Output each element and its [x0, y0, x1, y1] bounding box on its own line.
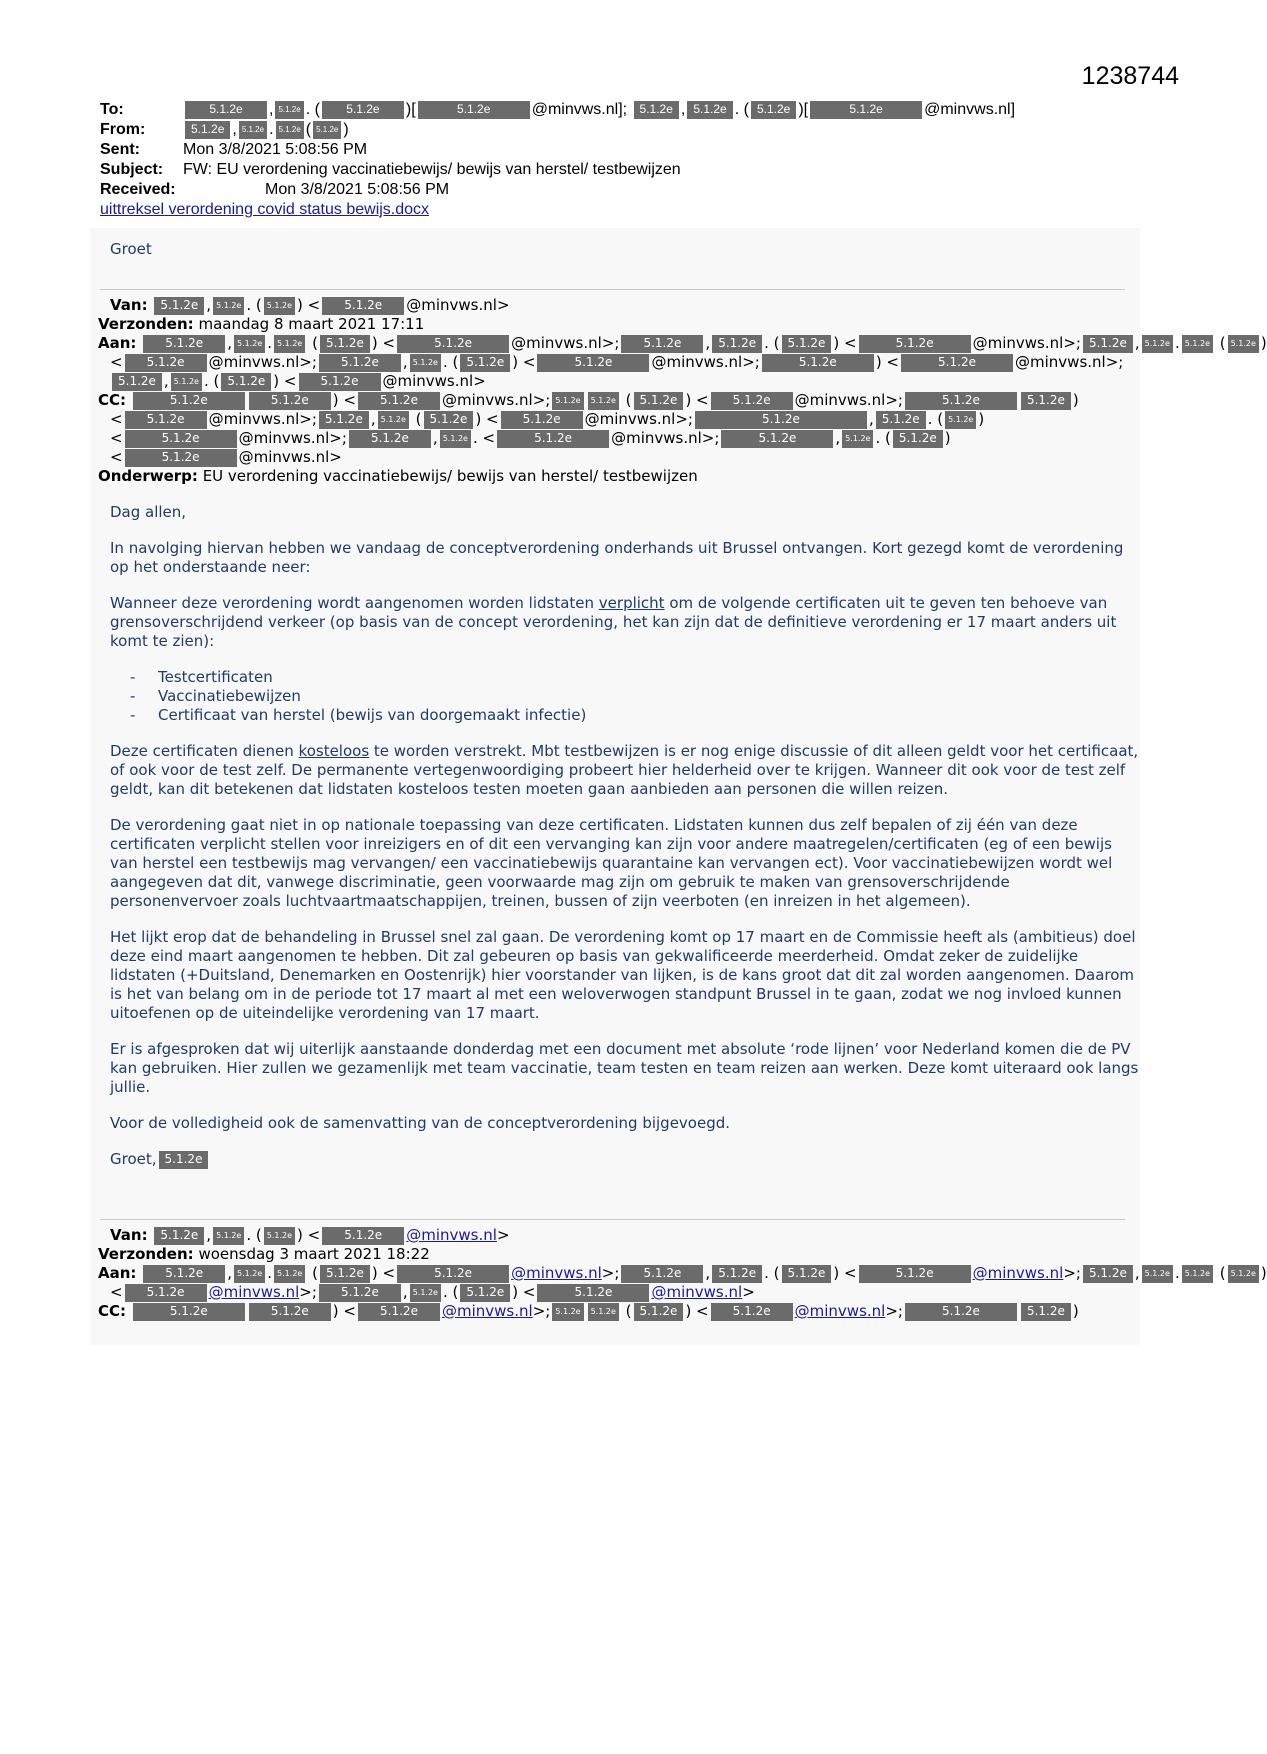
redaction: 5.1.2e	[319, 411, 369, 429]
redaction: 5.1.2e	[349, 430, 431, 448]
email-body	[90, 228, 1267, 1345]
msg2-aan: Aan: 5.1.2e , 5.1.2e . 5.1.2e ( 5.1.2e ) < 5.1.2e @minvws.nl>; 5.1.2e , 5.1.2e . ( 5.1.2e ) < 5.1.2e @minvws.nl>; 5.1.2e , 5.1.2e . 5.1.2e ( 5.1.2e )	[98, 1264, 1267, 1282]
received-row	[100, 180, 1015, 200]
redaction: 5.1.2e	[695, 411, 867, 429]
paragraph-6: Er is afgesproken dat wij uiterlijk aanstaande donderdag met een document met absolute ‘rode lijnen’ voor Nederland komen die de PV kan gebruiken. Hier zullen we gezamenlijk met team vaccinatie, team testen en team reizen aan werken. Deze komt uiteraard ook langs jullie.	[110, 1040, 1139, 1096]
redaction: 5.1.2e	[133, 392, 245, 410]
msg2-verzonden	[90, 1245, 1140, 1264]
redaction: 5.1.2e	[859, 335, 971, 353]
redaction: 5.1.2e	[397, 1265, 509, 1283]
domain: @minvws.nl	[794, 391, 886, 409]
redaction: 5.1.2e	[876, 411, 926, 429]
verzonden-label: Verzonden:	[98, 315, 194, 333]
redaction: 5.1.2e	[1228, 1265, 1259, 1283]
domain: @minvws.nl	[972, 334, 1064, 352]
redaction: 5.1.2e	[1083, 1265, 1133, 1283]
redaction: 5.1.2e	[945, 411, 976, 429]
redaction: 5.1.2e	[143, 335, 225, 353]
redaction: 5.1.2e	[588, 392, 619, 410]
redaction: 5.1.2e	[358, 1303, 440, 1321]
msg1-aan: Aan: 5.1.2e , 5.1.2e . 5.1.2e ( 5.1.2e ) < 5.1.2e @minvws.nl>; 5.1.2e , 5.1.2e . ( 5.1.2e ) < 5.1.2e @minvws.nl>; 5.1.2e , 5.1.2e . 5.1.2e ( 5.1.2e )	[98, 334, 1267, 352]
received-value: Mon 3/8/2021 5:08:56 PM	[265, 181, 450, 198]
redaction: 5.1.2e	[322, 297, 404, 315]
separator	[100, 1219, 1125, 1220]
forward-greeting: Groet	[110, 240, 152, 258]
redaction: 5.1.2e	[497, 430, 609, 448]
aan-label: Aan:	[98, 334, 137, 352]
domain-link[interactable]: @minvws.nl	[651, 1283, 743, 1301]
redaction: 5.1.2e	[552, 1303, 583, 1321]
domain: @minvws.nl	[442, 391, 533, 409]
redaction: 5.1.2e	[537, 354, 649, 372]
redaction: 5.1.2e	[537, 1284, 649, 1302]
redaction: 5.1.2e	[1228, 335, 1259, 353]
redaction: 5.1.2e	[762, 354, 874, 372]
redaction: 5.1.2e	[154, 1227, 204, 1245]
msg2-van: Van: 5.1.2e , 5.1.2e . ( 5.1.2e ) < 5.1.2e @minvws.nl>	[110, 1226, 510, 1244]
redaction: 5.1.2e	[418, 101, 530, 119]
paragraph-7: Voor de volledigheid ook de samenvatting van de conceptverordening bijgevoegd.	[110, 1114, 731, 1132]
redaction: 5.1.2e	[621, 335, 703, 353]
redaction: 5.1.2e	[264, 297, 295, 315]
redaction: 5.1.2e	[410, 1284, 441, 1302]
redaction: 5.1.2e	[320, 1265, 370, 1283]
redaction: 5.1.2e	[125, 354, 207, 372]
redaction: 5.1.2e	[125, 430, 237, 448]
paragraph-5: Het lijkt erop dat de behandeling in Brussel snel zal gaan. De verordening komt op 17 maart en de Commissie heeft als (ambitieus) doel deze eind maart aangenomen te hebben. Dit zal gebeuren op basis van gekwalificeerde meerderheid. Omdat zeker de zuidelijke lidstaten (+Duitsland, Denemarken en Oostenrijk) hier voorstander van lijken, is de kans groot dat dit zal worden aangenomen. Daarom is het van belang om in de periode tot 17 maart al met een weloverwogen standpunt Brussel in te gaan, zodat we nog invloed kunnen uitoefenen op de uiteindelijke verordening van 17 maart.	[110, 928, 1136, 1022]
redaction: 5.1.2e	[313, 121, 341, 139]
to-row: To: 5.1.2e , 5.1.2e . ( 5.1.2e )[ 5.1.2e @minvws.nl ]; 5.1.2e , 5.1.2e . ( 5.1.2e )[ 5.1.2e @minvws.nl ]	[100, 101, 1016, 118]
verzonden-value: maandag 8 maart 2021 17:11	[198, 315, 425, 333]
redaction: 5.1.2e	[264, 1227, 295, 1245]
redaction: 5.1.2e	[213, 1227, 244, 1245]
msg1-cc-cont2: < 5.1.2e @minvws.nl>; 5.1.2e , 5.1.2e . < 5.1.2e @minvws.nl>; 5.1.2e , 5.1.2e . ( 5.1.2e )	[110, 429, 951, 447]
redaction: 5.1.2e	[905, 392, 1017, 410]
redaction: 5.1.2e	[125, 411, 207, 429]
attachment-link[interactable]: uittreksel verordening covid status bewijs.docx	[100, 201, 430, 218]
redaction: 5.1.2e	[221, 373, 271, 391]
redaction: 5.1.2e	[460, 354, 510, 372]
domain-link[interactable]: @minvws.nl	[972, 1264, 1064, 1282]
domain: @minvws.nl	[611, 429, 702, 447]
to-label: To:	[100, 101, 124, 118]
redaction: 5.1.2e	[249, 392, 331, 410]
redaction: 5.1.2e	[782, 1265, 832, 1283]
redaction: 5.1.2e	[397, 335, 509, 353]
redaction: 5.1.2e	[239, 121, 267, 139]
onderwerp-label: Onderwerp:	[98, 467, 198, 485]
redaction: 5.1.2e	[1142, 335, 1173, 353]
subject-row	[100, 160, 1015, 180]
redaction: 5.1.2e	[712, 335, 762, 353]
attachment-row	[100, 200, 1015, 220]
subject-label: Subject:	[100, 161, 164, 178]
redaction: 5.1.2e	[687, 101, 732, 119]
redaction: 5.1.2e	[905, 1303, 1017, 1321]
redaction: 5.1.2e	[842, 430, 873, 448]
msg1-aan-cont2: 5.1.2e , 5.1.2e . ( 5.1.2e ) < 5.1.2e @minvws.nl>	[90, 372, 1140, 391]
paragraph-4: De verordening gaat niet in op nationale toepassing van deze certificaten. Lidstaten kunnen dus zelf bepalen of zij één van deze certificaten verplicht stellen voor inreizigers en of dit een vervanging kan zijn voor andere maatregelen/certificaten (eg of een bewijs van herstel een testbewijs mag vervangen/ een vaccinatiebewijs quarantaine kan vervangen ect). Voor vaccinatiebewijzen wordt wel aangegeven dat dit, vanwege discriminatie, geen voorwaarde mag zijn om gebruik te maken van grensoverschrijdende personenvervoer zoals luchtvaartmaatschappijen, treinen, bussen of zijn veerboten (en inreizen in het algemeen).	[110, 816, 1113, 910]
redaction: 5.1.2e	[319, 1284, 401, 1302]
redaction: 5.1.2e	[274, 1265, 305, 1283]
redaction: 5.1.2e	[234, 1265, 265, 1283]
redaction: 5.1.2e	[1142, 1265, 1173, 1283]
redaction: 5.1.2e	[275, 101, 303, 119]
from-row: From: 5.1.2e , 5.1.2e . 5.1.2e ( 5.1.2e )	[100, 121, 349, 138]
msg1-verzonden	[90, 315, 1140, 334]
redaction: 5.1.2e	[185, 101, 267, 119]
redaction: 5.1.2e	[782, 335, 832, 353]
redaction: 5.1.2e	[143, 1265, 225, 1283]
domain-link[interactable]: @minvws.nl	[406, 1226, 497, 1244]
redaction: 5.1.2e	[322, 101, 404, 119]
list-item: - Testcertificaten	[130, 668, 1140, 687]
verzonden-label: Verzonden:	[98, 1245, 194, 1263]
redaction: 5.1.2e	[901, 354, 1013, 372]
redaction: 5.1.2e	[552, 392, 583, 410]
redaction: 5.1.2e	[154, 297, 204, 315]
redaction: 5.1.2e	[125, 449, 237, 467]
redaction: 5.1.2e	[721, 430, 833, 448]
redaction: 5.1.2e	[1182, 1265, 1213, 1283]
msg1-cc-cont1: < 5.1.2e @minvws.nl>; 5.1.2e , 5.1.2e ( 5.1.2e ) < 5.1.2e @minvws.nl>; 5.1.2e , 5.1.2e . ( 5.1.2e )	[110, 410, 985, 428]
domain: @minvws.nl	[382, 372, 474, 390]
msg1-onderwerp	[90, 467, 1140, 486]
redaction: 5.1.2e	[213, 297, 244, 315]
redaction: 5.1.2e	[751, 101, 796, 119]
domain: @minvws.nl	[531, 101, 619, 118]
certificate-list	[90, 668, 1140, 725]
cc-label: CC:	[98, 391, 127, 409]
redaction: 5.1.2e	[125, 1284, 207, 1302]
domain: @minvws.nl	[238, 429, 330, 447]
domain: @minvws.nl	[924, 101, 1011, 118]
redaction: 5.1.2e	[320, 335, 370, 353]
redaction: 5.1.2e	[634, 1303, 684, 1321]
redaction: 5.1.2e	[1083, 335, 1133, 353]
redaction: 5.1.2e	[410, 354, 441, 372]
redaction: 5.1.2e	[171, 373, 202, 391]
msg1-van: Van: 5.1.2e , 5.1.2e . ( 5.1.2e ) < 5.1.2e @minvws.nl>	[110, 296, 510, 314]
redaction: 5.1.2e	[621, 1265, 703, 1283]
salutation: Dag allen,	[110, 503, 187, 521]
domain-link[interactable]: @minvws.nl	[442, 1302, 533, 1320]
redaction: 5.1.2e	[274, 335, 305, 353]
domain: @minvws.nl	[1015, 353, 1106, 371]
paragraph-2: Wanneer deze verordening wordt aangenomen worden lidstaten verplicht om de volgende certificaten uit te geven ten behoeve van grensoverschrijdend verkeer (op basis van de concept verordening, het kan zijn dat de definitieve verordening er 17 maart anders uit komt te zien):	[110, 594, 1117, 650]
domain-link[interactable]: @minvws.nl	[511, 1264, 602, 1282]
redaction: 5.1.2e	[1021, 1303, 1071, 1321]
paragraph-1: In navolging hiervan hebben we vandaag de conceptverordening onderhands uit Brussel ontvangen. Kort gezegd komt de verordening op het onderstaande neer:	[110, 539, 1124, 576]
paragraph-3: Deze certificaten dienen kosteloos te worden verstrekt. Mbt testbewijzen is er nog enige discussie of dit alleen geldt voor het certificaat, of ook voor de test zelf. De permanente vertegenwoordiging probeert hier helderheid over te krijgen. Wanneer dit ook voor de test zelf geldt, kan dit betekenen dat lidstaten kosteloos testen moeten gaan aanbieden aan personen die willen reizen.	[110, 742, 1139, 798]
domain-link[interactable]: @minvws.nl	[794, 1302, 886, 1320]
redaction: 5.1.2e	[711, 1303, 793, 1321]
redaction: 5.1.2e	[440, 430, 471, 448]
verzonden-value: woensdag 3 maart 2021 18:22	[198, 1245, 430, 1263]
aan-label: Aan:	[98, 1264, 137, 1282]
received-label: Received:	[100, 181, 176, 198]
sent-value: Mon 3/8/2021 5:08:56 PM	[183, 141, 368, 158]
msg2-cc: CC: 5.1.2e 5.1.2e ) < 5.1.2e @minvws.nl>; 5.1.2e 5.1.2e ( 5.1.2e ) < 5.1.2e @minvws.nl>; 5.1.2e 5.1.2e )	[98, 1302, 1079, 1320]
onderwerp-value: EU verordening vaccinatiebewijs/ bewijs van herstel/ testbewijzen	[202, 467, 698, 485]
domain: @minvws.nl	[511, 334, 602, 352]
redaction: 5.1.2e	[634, 101, 679, 119]
redaction: 5.1.2e	[1021, 392, 1071, 410]
sent-row	[100, 140, 1015, 160]
redaction: 5.1.2e	[133, 1303, 245, 1321]
van-label: Van:	[110, 296, 148, 314]
domain-link[interactable]: @minvws.nl	[208, 1283, 300, 1301]
msg1-aan-cont1: < 5.1.2e @minvws.nl>; 5.1.2e , 5.1.2e . ( 5.1.2e ) < 5.1.2e @minvws.nl>; 5.1.2e ) < 5.1.2e @minvws.nl>;	[110, 353, 1124, 371]
redaction: 5.1.2e	[319, 354, 401, 372]
van-label: Van:	[110, 1226, 148, 1244]
redaction: 5.1.2e	[712, 1265, 762, 1283]
redaction: 5.1.2e	[460, 1284, 510, 1302]
redaction: 5.1.2e	[859, 1265, 971, 1283]
domain: @minvws.nl	[584, 410, 676, 428]
domain: @minvws.nl	[208, 410, 300, 428]
redaction: 5.1.2e	[322, 1227, 404, 1245]
subject-value: FW: EU verordening vaccinatiebewijs/ bewijs van herstel/ testbewijzen	[183, 161, 681, 178]
domain: @minvws.nl	[651, 353, 743, 371]
redaction: 5.1.2e	[159, 1151, 209, 1169]
sent-label: Sent:	[100, 141, 140, 158]
redaction: 5.1.2e	[249, 1303, 331, 1321]
redaction: 5.1.2e	[299, 373, 381, 391]
redaction: 5.1.2e	[358, 392, 440, 410]
redaction: 5.1.2e	[276, 121, 304, 139]
redaction: 5.1.2e	[634, 392, 684, 410]
cc-label: CC:	[98, 1302, 127, 1320]
separator	[100, 289, 1125, 290]
msg1-cc-cont3: < 5.1.2e @minvws.nl>	[110, 448, 342, 466]
redaction: 5.1.2e	[234, 335, 265, 353]
msg1-cc: CC: 5.1.2e 5.1.2e ) < 5.1.2e @minvws.nl>; 5.1.2e 5.1.2e ( 5.1.2e ) < 5.1.2e @minvws.nl>; 5.1.2e 5.1.2e )	[98, 391, 1079, 409]
redaction: 5.1.2e	[1182, 335, 1213, 353]
redaction: 5.1.2e	[112, 373, 162, 391]
email-header	[100, 100, 1015, 220]
redaction: 5.1.2e	[378, 411, 409, 429]
redaction: 5.1.2e	[185, 121, 230, 139]
from-label: From:	[100, 121, 146, 138]
list-item: - Vaccinatiebewijzen	[130, 687, 1140, 706]
redaction: 5.1.2e	[501, 411, 583, 429]
domain: @minvws.nl	[238, 448, 330, 466]
domain: @minvws.nl	[406, 296, 497, 314]
redaction: 5.1.2e	[588, 1303, 619, 1321]
document-id: 1238744	[1081, 62, 1179, 90]
redaction: 5.1.2e	[424, 411, 474, 429]
list-item: - Certificaat van herstel (bewijs van doorgemaakt infectie)	[130, 706, 1140, 725]
redaction: 5.1.2e	[711, 392, 793, 410]
domain: @minvws.nl	[208, 353, 300, 371]
closing: Groet, 5.1.2e	[90, 1150, 1140, 1169]
redaction: 5.1.2e	[893, 430, 943, 448]
redaction: 5.1.2e	[810, 101, 922, 119]
msg2-aan-cont1: < 5.1.2e @minvws.nl>; 5.1.2e , 5.1.2e . ( 5.1.2e ) < 5.1.2e @minvws.nl>	[110, 1283, 755, 1301]
